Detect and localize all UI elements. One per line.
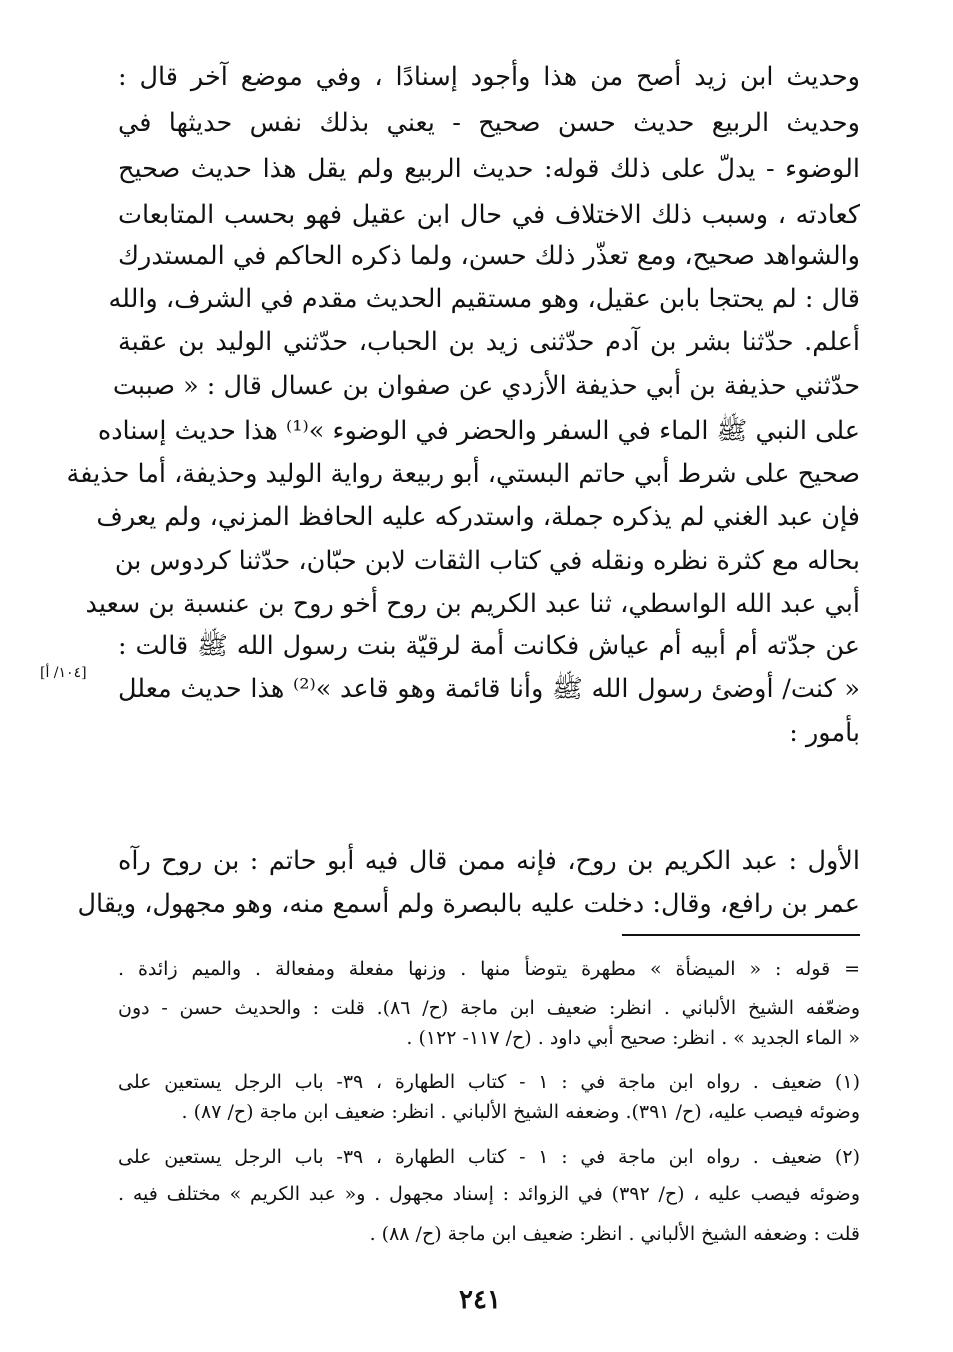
body-line: على النبي ﷺ الماء في السفر والحضر في الوضوء »⁽¹⁾ هذا حديث إسناده: [97, 416, 860, 446]
body-line: والشواهد صحيح، ومع تعذّر ذلك حسن، ولما ذكره الحاكم في المستدرك: [118, 241, 860, 271]
body-line: الوضوء - يدلّ على ذلك قوله: حديث الربيع ولم يقل هذا حديث صحيح: [118, 154, 860, 184]
body-line: عمر بن رافع، وقال: دخلت عليه بالبصرة ولم أسمع منه، وهو مجهول، ويقال: [77, 889, 860, 919]
page-number: ٢٤١: [459, 1285, 501, 1315]
body-line: قال : لم يحتجا بابن عقيل، وهو مستقيم الحديث مقدم في الشرف، والله: [108, 284, 860, 314]
footnote-separator: [622, 934, 860, 936]
footnote-line: (٢) ضعيف . رواه ابن ماجة في : ١ - كتاب الطهارة ، ٣٩- باب الرجل يستعين على: [118, 1146, 860, 1168]
footnote-line: وضوئه فيصب عليه ، (ح/ ٣٩٢) في الزوائد : إسناد مجهول . و« عبد الكريم » مختلف فيه .: [118, 1183, 860, 1205]
body-line: وحديث الربيع حديث حسن صحيح - يعني بذلك نفس حديثها في: [118, 108, 860, 138]
body-line: فإن عبد الغني لم يذكره جملة، واستدركه عليه الحافظ المزني، ولم يعرف: [96, 502, 860, 532]
body-line: بحاله مع كثرة نظره ونقله في كتاب الثقات لابن حبّان، حدّثنا كردوس بن: [114, 546, 860, 576]
body-line: أبي عبد الله الواسطي، ثنا عبد الكريم بن روح أخو روح بن عنسبة بن سعيد: [85, 589, 860, 619]
footnote-line: قلت : وضعفه الشيخ الألباني . انظر: ضعيف ابن ماجة (ح/ ٨٨) .: [369, 1223, 860, 1245]
body-line: صحيح على شرط أبي حاتم البستي، أبو ربيعة رواية الوليد وحذيفة، أما حذيفة: [66, 459, 860, 489]
body-line: بأمور :: [789, 718, 860, 748]
body-line: الأول : عبد الكريم بن روح، فإنه ممن قال فيه أبو حاتم : بن روح رآه: [118, 846, 860, 876]
body-line: حدّثني حذيفة بن أبي حذيفة الأزدي عن صفوان بن عسال قال : « صببت: [112, 371, 860, 401]
body-line: عن جدّته أم أبيه أم عياش فكانت أمة لرقيّة بنت رسول الله ﷺ قالت :: [118, 631, 860, 661]
footnote-line: وضعّفه الشيخ الألباني . انظر: ضعيف ابن ماجة (ح/ ٨٦). قلت : والحديث حسن - دون: [118, 997, 861, 1019]
footnote-line: = قوله : « الميضأة » مطهرة يتوضأ منها . وزنها مفعلة ومفعالة . والميم زائدة .: [118, 958, 860, 980]
footnote-line: وضوئه فيصب عليه، (ح/ ٣٩١). وضعفه الشيخ الألباني . انظر: ضعيف ابن ماجة (ح/ ٨٧) .: [181, 1101, 860, 1123]
footnote-line: (١) ضعيف . رواه ابن ماجة في : ١ - كتاب الطهارة ، ٣٩- باب الرجل يستعين على: [118, 1071, 860, 1093]
body-line: « كنت/ أوضئ رسول الله ﷺ وأنا قائمة وهو قاعد »⁽²⁾ هذا حديث معلل: [118, 674, 860, 704]
footnote-line: « الماء الجديد » . انظر: صحيح أبي داود . (ح/ ١١٧- ١٢٢) .: [406, 1027, 860, 1049]
body-line: كعادته ، وسبب ذلك الاختلاف في حال ابن عقيل فهو بحسب المتابعات: [118, 200, 860, 230]
body-line: أعلم. حدّثنا بشر بن آدم حدّثنى زيد بن الحباب، حدّثني الوليد بن عقبة: [118, 327, 860, 357]
margin-folio-note: [١٠٤/ أ]: [40, 665, 87, 681]
body-line: وحديث ابن زيد أصح من هذا وأجود إسنادًا ، وفي موضع آخر قال :: [118, 62, 860, 92]
